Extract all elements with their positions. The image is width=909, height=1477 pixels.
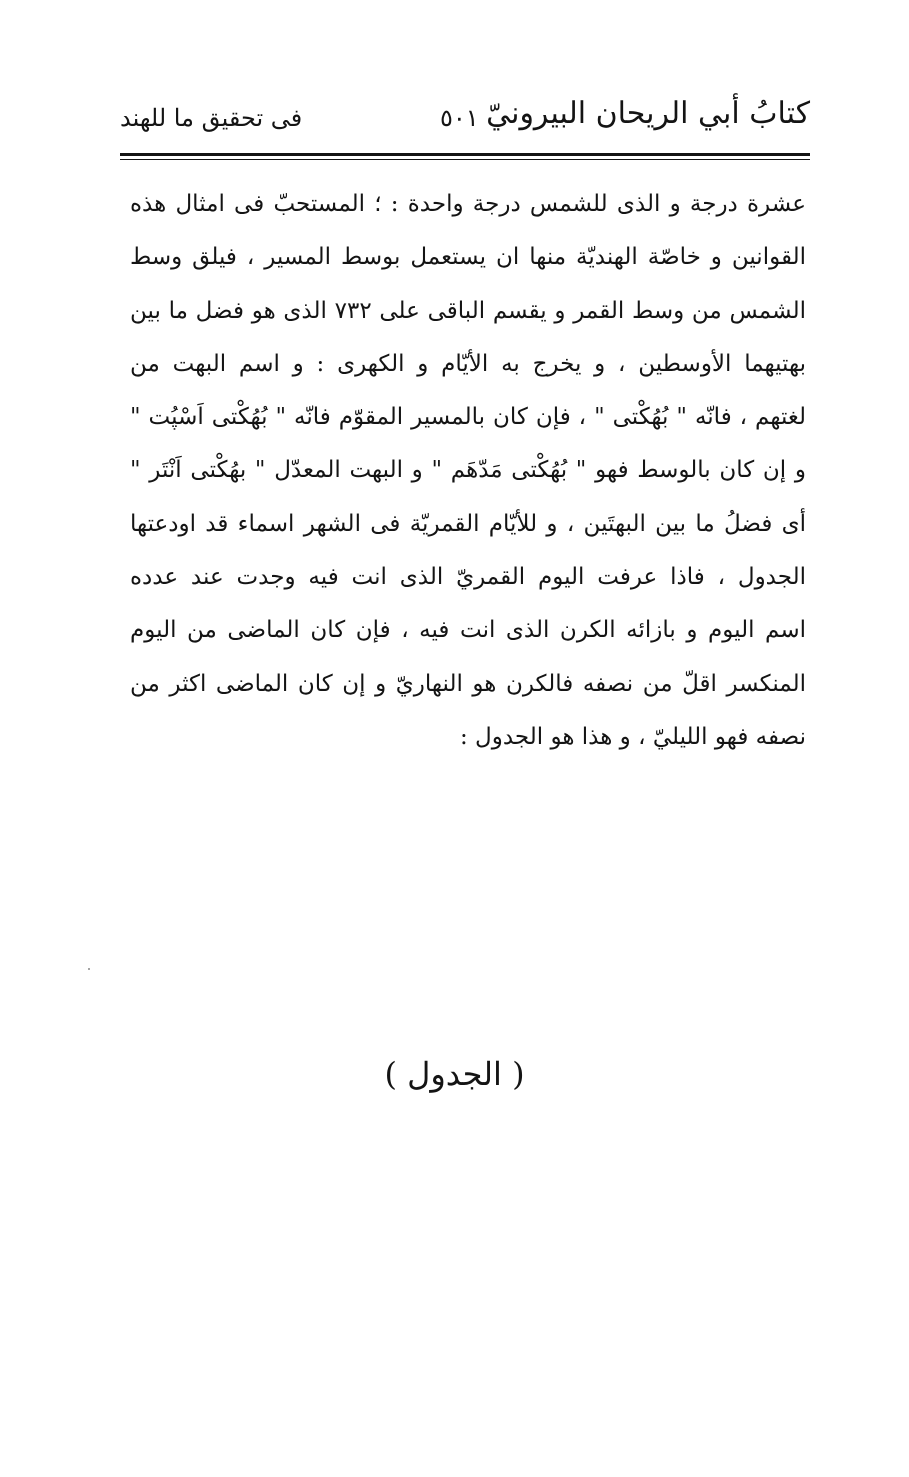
scan-speck bbox=[88, 968, 90, 970]
text-line: الجدول ، فاذا عرفت اليوم القمريّ الذى انت فيه وجدت عند عدده bbox=[130, 564, 806, 591]
text-line: عشرة درجة و الذى للشمس درجة واحدة : ؛ المستحبّ فى امثال هذه bbox=[130, 191, 806, 217]
text-line: اسم اليوم و بازائه الكرن الذى انت فيه ، فإن كان الماضى من اليوم bbox=[130, 617, 806, 644]
work-title: فى تحقيق ما للهند bbox=[120, 104, 303, 132]
text-line: القوانين و خاصّة الهنديّة منها ان يستعمل بوسط المسير ، فيلق وسط bbox=[130, 244, 806, 271]
book-title: كتابُ أبي الريحان البيرونيّ bbox=[486, 96, 810, 131]
text-line: أى فضلُ ما بين البهتَين ، و للأيّام القمريّة فى الشهر اسماء قد اودعتها bbox=[130, 510, 806, 537]
text-line: بهتيهما الأوسطين ، و يخرج به الأيّام و الكهرى : و اسم البهت من bbox=[130, 350, 806, 377]
running-header bbox=[120, 90, 810, 150]
text-line: لغتهم ، فانّه " بُهُكْتى " ، فإن كان بالمسير المقوّم فانّه " بُهُكْتى اَسْپُت " bbox=[130, 404, 806, 431]
header-rule-thin bbox=[120, 159, 810, 160]
page-number: ٥٠١ bbox=[440, 104, 479, 132]
body-paragraph bbox=[130, 178, 806, 764]
text-line: المنكسر اقلّ من نصفه فالكرن هو النهاريّ و إن كان الماضى اكثر من bbox=[130, 670, 806, 697]
header-rule-thick bbox=[120, 153, 810, 156]
text-line: نصفه فهو الليليّ ، و هذا هو الجدول : bbox=[459, 723, 806, 750]
text-line: و إن كان بالوسط فهو " بُهُكْتى مَدّهَم " و البهت المعدّل " بهُكْتى اَنْتَر " bbox=[130, 457, 806, 484]
text-line: الشمس من وسط القمر و يقسم الباقى على ٧٣٢ الذى هو فضل ما بين bbox=[130, 297, 806, 324]
table-heading: ( الجدول ) bbox=[384, 1055, 525, 1093]
